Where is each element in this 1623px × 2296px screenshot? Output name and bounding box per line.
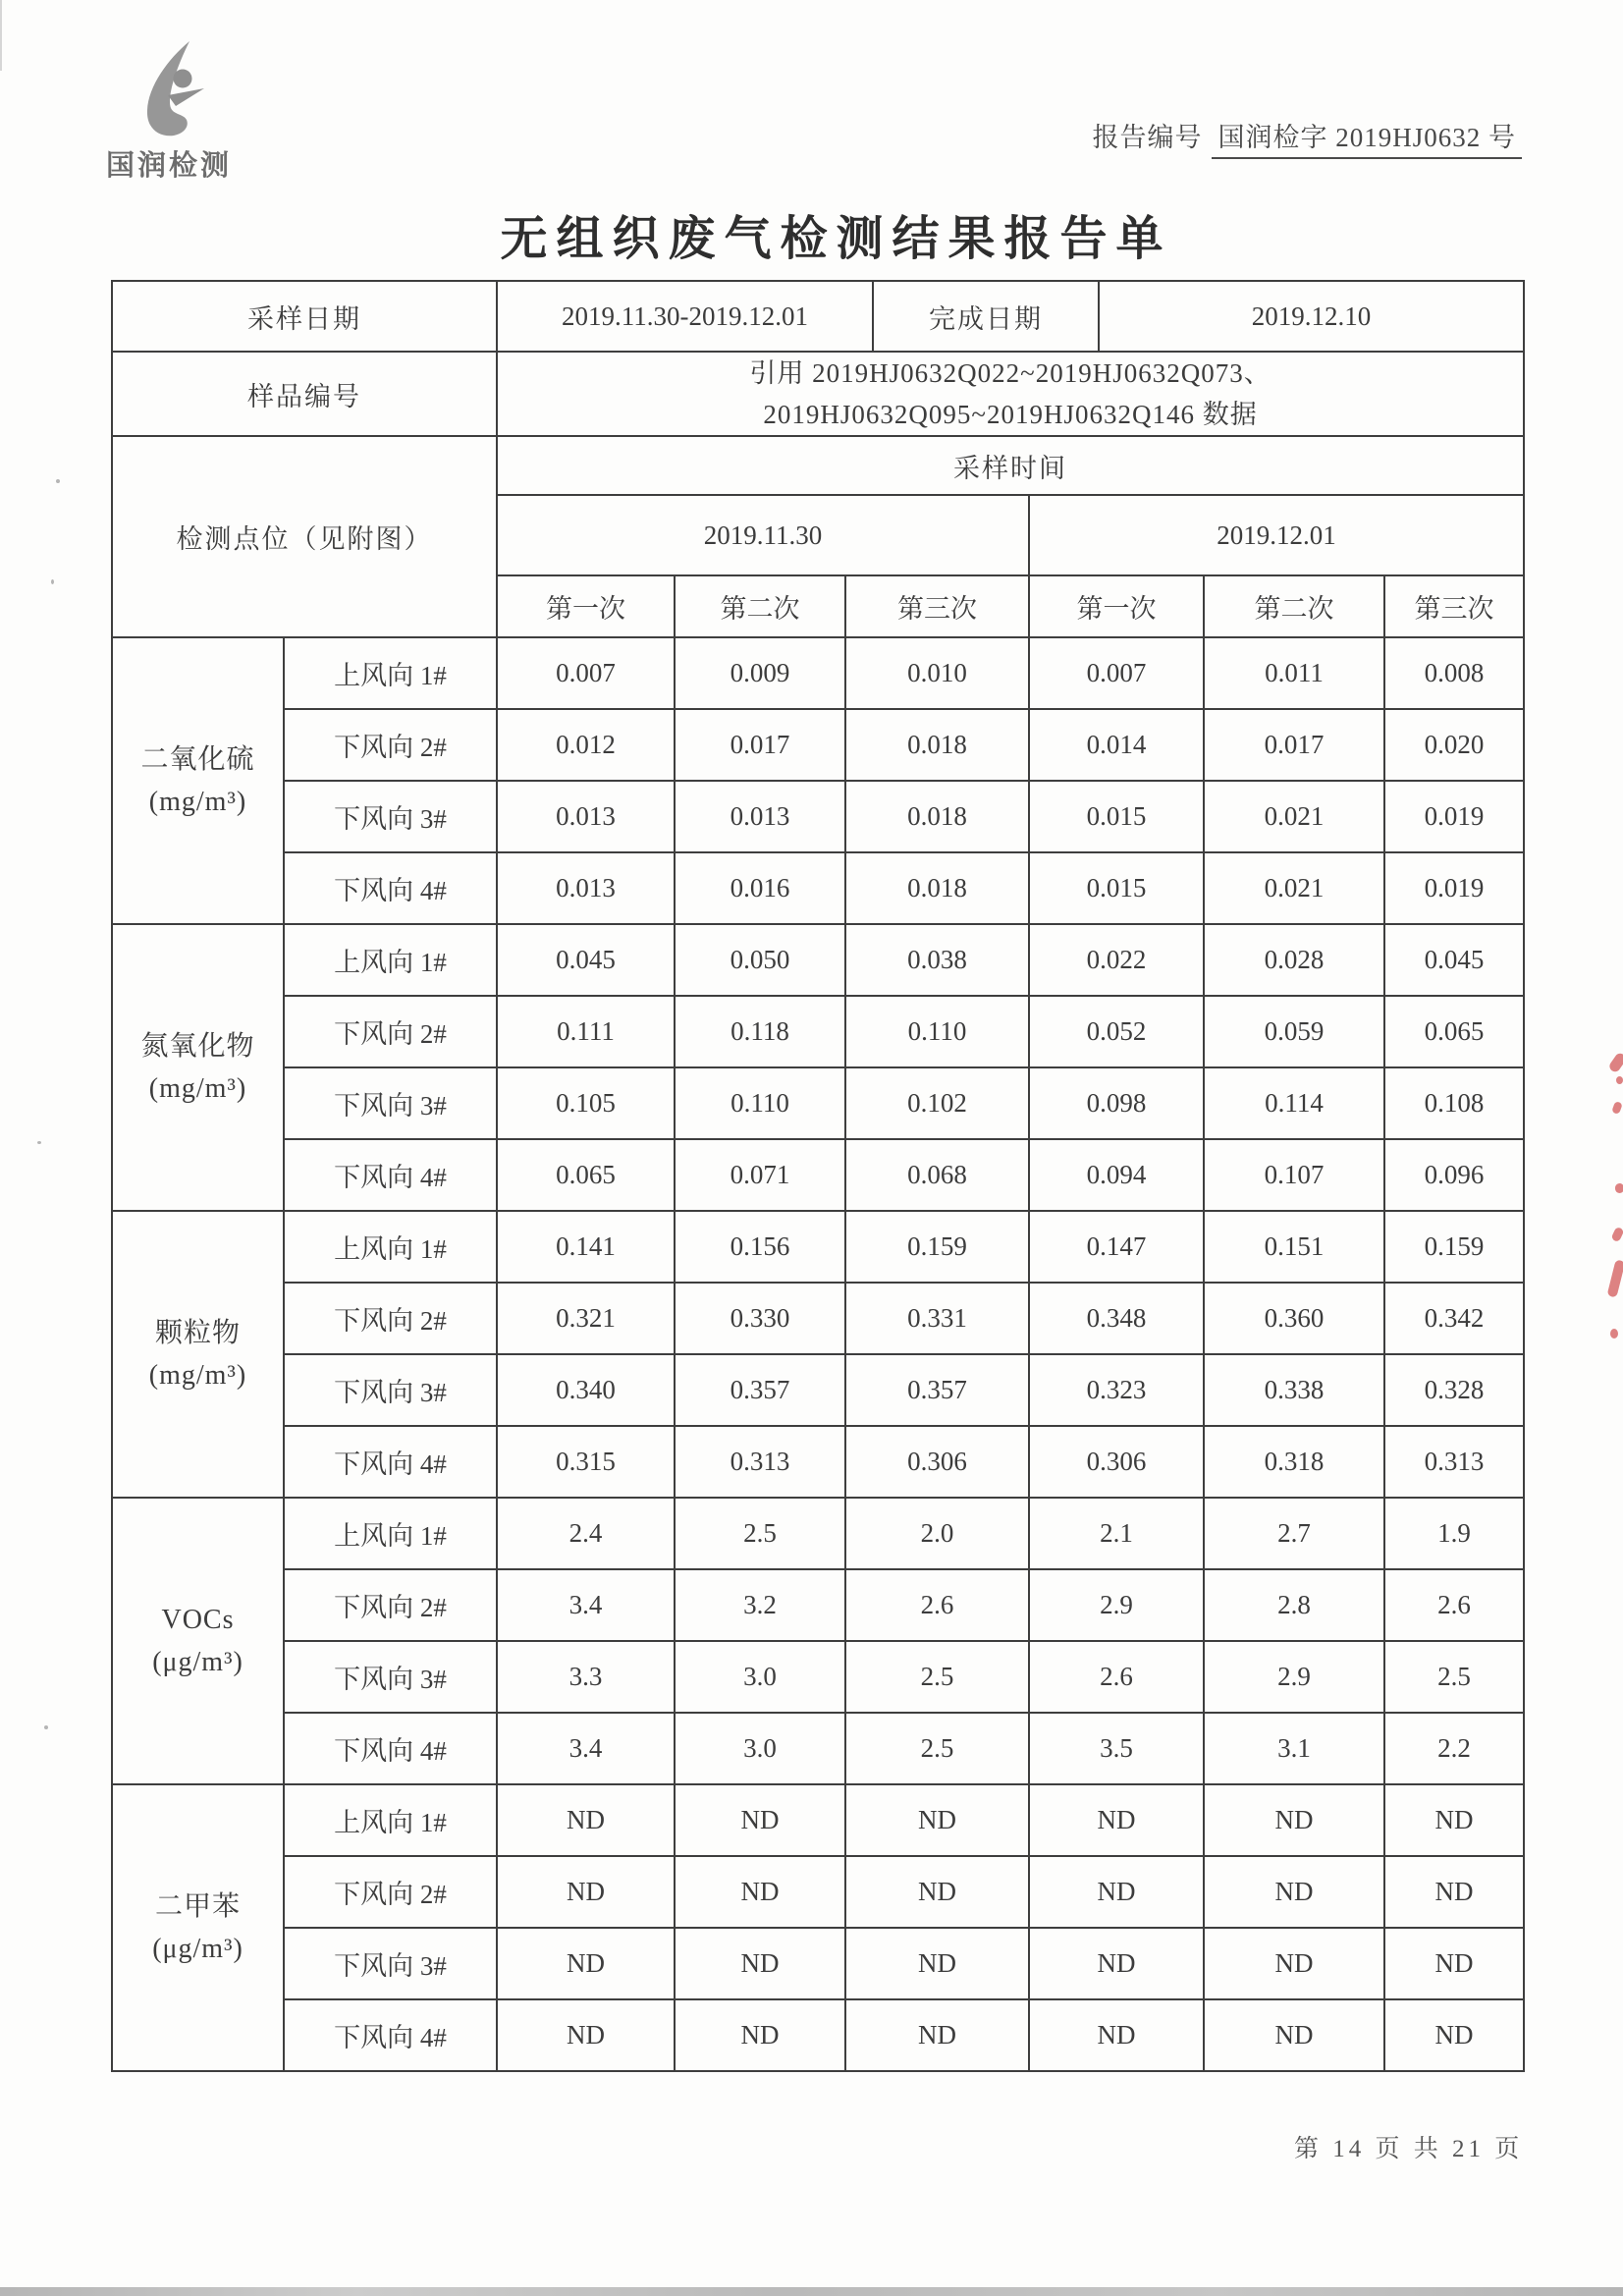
parameter-name: 颗粒物 (154, 1317, 241, 1348)
value-cell: ND (1029, 1856, 1204, 1928)
location-cell: 下风向 3# (284, 1067, 497, 1139)
value-cell: 0.306 (845, 1426, 1029, 1498)
value-cell: 0.331 (845, 1283, 1029, 1354)
value-cell: ND (675, 1856, 845, 1928)
red-pen-mark (1607, 1259, 1623, 1297)
value-cell: ND (1204, 1999, 1384, 2071)
value-cell: ND (1204, 1928, 1384, 1999)
parameter-unit: (μg/m³) (152, 1647, 243, 1677)
value-cell: 3.1 (1204, 1713, 1384, 1784)
value-cell: 2.5 (675, 1498, 845, 1569)
value-cell: 0.110 (845, 996, 1029, 1067)
parameter-unit: (mg/m³) (148, 1073, 247, 1104)
value-cell: ND (845, 1999, 1029, 2071)
value-cell: 2.0 (845, 1498, 1029, 1569)
red-pen-mark (1616, 1076, 1623, 1084)
point-location-header-cell: 检测点位（见附图） (112, 436, 497, 637)
value-cell: 0.012 (497, 709, 675, 781)
trial-header-cell: 第二次 (1204, 575, 1384, 637)
location-cell: 下风向 2# (284, 1283, 497, 1354)
location-cell: 下风向 3# (284, 1641, 497, 1713)
value-cell: 0.348 (1029, 1283, 1204, 1354)
value-cell: 0.020 (1384, 709, 1524, 781)
value-cell: 2.6 (1384, 1569, 1524, 1641)
value-cell: 3.3 (497, 1641, 675, 1713)
scan-speck (37, 1141, 41, 1144)
value-cell: 2.6 (1029, 1641, 1204, 1713)
value-cell: 0.013 (497, 781, 675, 852)
report-number-value: 国润检字 2019HJ0632 号 (1212, 123, 1522, 159)
completion-date-value-cell: 2019.12.10 (1099, 281, 1524, 352)
location-cell: 下风向 2# (284, 1856, 497, 1928)
value-cell: 0.094 (1029, 1139, 1204, 1211)
value-cell: 0.028 (1204, 924, 1384, 996)
value-cell: 0.110 (675, 1067, 845, 1139)
value-cell: ND (497, 1856, 675, 1928)
value-cell: 0.147 (1029, 1211, 1204, 1283)
value-cell: 0.306 (1029, 1426, 1204, 1498)
location-cell: 下风向 4# (284, 1999, 497, 2071)
page-number-footer: 第 14 页 共 21 页 (1294, 2136, 1524, 2162)
value-cell: 0.118 (675, 996, 845, 1067)
red-pen-mark (1610, 1227, 1623, 1242)
value-cell: 0.018 (845, 709, 1029, 781)
value-cell: 0.017 (675, 709, 845, 781)
value-cell: ND (845, 1928, 1029, 1999)
value-cell: ND (1384, 1928, 1524, 1999)
value-cell: 0.008 (1384, 637, 1524, 709)
value-cell: 0.065 (497, 1139, 675, 1211)
value-cell: 0.156 (675, 1211, 845, 1283)
report-number-label: 报告编号 (1092, 123, 1203, 152)
value-cell: 0.313 (1384, 1426, 1524, 1498)
value-cell: 0.328 (1384, 1354, 1524, 1426)
value-cell: 0.015 (1029, 781, 1204, 852)
sampling-date-label-cell: 采样日期 (112, 281, 497, 352)
value-cell: ND (1029, 1999, 1204, 2071)
sample-id-label-cell: 样品编号 (112, 352, 497, 436)
value-cell: 0.038 (845, 924, 1029, 996)
trial-header-cell: 第一次 (1029, 575, 1204, 637)
value-cell: 0.010 (845, 637, 1029, 709)
scan-edge-artifact (0, 0, 2, 71)
page-title: 无组织废气检测结果报告单 (500, 213, 1172, 265)
parameter-cell (112, 924, 284, 1211)
location-cell: 下风向 2# (284, 709, 497, 781)
value-cell: 2.1 (1029, 1498, 1204, 1569)
value-cell: 0.045 (497, 924, 675, 996)
parameter-name: VOCs (161, 1604, 235, 1635)
value-cell: ND (845, 1856, 1029, 1928)
value-cell: 0.096 (1384, 1139, 1524, 1211)
value-cell: 0.315 (497, 1426, 675, 1498)
value-cell: 0.313 (675, 1426, 845, 1498)
value-cell: 0.159 (1384, 1211, 1524, 1283)
value-cell: 2.9 (1029, 1569, 1204, 1641)
location-cell: 下风向 3# (284, 1354, 497, 1426)
value-cell: 0.052 (1029, 996, 1204, 1067)
value-cell: 0.342 (1384, 1283, 1524, 1354)
value-cell: ND (497, 1999, 675, 2071)
date-column-header: 2019.12.01 (1029, 495, 1524, 575)
parameter-unit: (mg/m³) (148, 787, 247, 817)
value-cell: ND (1204, 1856, 1384, 1928)
value-cell: 0.059 (1204, 996, 1384, 1067)
value-cell: 2.9 (1204, 1641, 1384, 1713)
sampling-date-value-cell: 2019.11.30-2019.12.01 (497, 281, 873, 352)
value-cell: 0.019 (1384, 852, 1524, 924)
completion-date-label-cell: 完成日期 (873, 281, 1099, 352)
value-cell: ND (497, 1928, 675, 1999)
parameter-name: 氮氧化物 (140, 1030, 255, 1062)
value-cell: 0.065 (1384, 996, 1524, 1067)
value-cell: 0.017 (1204, 709, 1384, 781)
red-pen-mark (1611, 1101, 1623, 1115)
value-cell: 0.107 (1204, 1139, 1384, 1211)
value-cell: 0.016 (675, 852, 845, 924)
value-cell: 0.014 (1029, 709, 1204, 781)
value-cell: 3.5 (1029, 1713, 1204, 1784)
value-cell: 2.7 (1204, 1498, 1384, 1569)
value-cell: ND (675, 1999, 845, 2071)
company-logo-text: 国润检测 (106, 150, 233, 182)
value-cell: ND (1029, 1928, 1204, 1999)
value-cell: 0.013 (675, 781, 845, 852)
value-cell: 0.019 (1384, 781, 1524, 852)
value-cell: 2.4 (497, 1498, 675, 1569)
value-cell: 0.068 (845, 1139, 1029, 1211)
value-cell: 0.323 (1029, 1354, 1204, 1426)
sampling-time-header-cell: 采样时间 (497, 436, 1524, 495)
sample-id-line2: 2019HJ0632Q095~2019HJ0632Q146 数据 (763, 400, 1258, 429)
value-cell: 3.2 (675, 1569, 845, 1641)
value-cell: 0.330 (675, 1283, 845, 1354)
value-cell: ND (1384, 1856, 1524, 1928)
value-cell: 2.6 (845, 1569, 1029, 1641)
location-cell: 上风向 1# (284, 1498, 497, 1569)
scan-bottom-edge (0, 2287, 1623, 2296)
value-cell: 0.022 (1029, 924, 1204, 996)
value-cell: 0.013 (497, 852, 675, 924)
results-table (111, 280, 1525, 2072)
parameter-unit: (mg/m³) (148, 1360, 247, 1391)
value-cell: 0.338 (1204, 1354, 1384, 1426)
value-cell: 0.021 (1204, 781, 1384, 852)
company-logo-icon (131, 39, 209, 137)
location-cell: 下风向 4# (284, 1139, 497, 1211)
value-cell: 0.007 (497, 637, 675, 709)
value-cell: 0.007 (1029, 637, 1204, 709)
location-cell: 下风向 4# (284, 852, 497, 924)
value-cell: 0.360 (1204, 1283, 1384, 1354)
value-cell: 0.159 (845, 1211, 1029, 1283)
report-number-line (1092, 116, 1522, 154)
value-cell: 0.114 (1204, 1067, 1384, 1139)
trial-header-cell: 第二次 (675, 575, 845, 637)
value-cell: 0.108 (1384, 1067, 1524, 1139)
value-cell: 0.340 (497, 1354, 675, 1426)
red-pen-mark (1607, 1052, 1623, 1074)
value-cell: ND (675, 1928, 845, 1999)
value-cell: ND (1384, 1784, 1524, 1856)
scan-speck (56, 479, 60, 483)
value-cell: ND (845, 1784, 1029, 1856)
location-cell: 下风向 4# (284, 1426, 497, 1498)
location-cell: 上风向 1# (284, 1211, 497, 1283)
value-cell: 0.018 (845, 781, 1029, 852)
sample-id-line1: 引用 2019HJ0632Q022~2019HJ0632Q073、 (749, 358, 1271, 388)
value-cell: ND (675, 1784, 845, 1856)
value-cell: 0.357 (845, 1354, 1029, 1426)
value-cell: 2.5 (845, 1641, 1029, 1713)
sample-id-value-cell (497, 352, 1524, 436)
value-cell: 3.0 (675, 1641, 845, 1713)
location-cell: 下风向 3# (284, 1928, 497, 1999)
value-cell: 0.318 (1204, 1426, 1384, 1498)
parameter-name: 二氧化硫 (140, 743, 255, 775)
value-cell: ND (1384, 1999, 1524, 2071)
value-cell: 3.4 (497, 1713, 675, 1784)
value-cell: 0.050 (675, 924, 845, 996)
parameter-cell (112, 1784, 284, 2071)
value-cell: 0.151 (1204, 1211, 1384, 1283)
location-cell: 上风向 1# (284, 924, 497, 996)
parameter-cell (112, 1211, 284, 1498)
value-cell: 3.0 (675, 1713, 845, 1784)
value-cell: ND (1204, 1784, 1384, 1856)
location-cell: 下风向 2# (284, 1569, 497, 1641)
scan-speck (44, 1725, 48, 1729)
location-cell: 下风向 4# (284, 1713, 497, 1784)
location-cell: 下风向 3# (284, 781, 497, 852)
value-cell: 0.021 (1204, 852, 1384, 924)
value-cell: 0.018 (845, 852, 1029, 924)
parameter-name: 二甲苯 (154, 1890, 241, 1922)
date-column-header: 2019.11.30 (497, 495, 1029, 575)
value-cell: ND (497, 1784, 675, 1856)
value-cell: 0.015 (1029, 852, 1204, 924)
value-cell: 3.4 (497, 1569, 675, 1641)
value-cell: 0.141 (497, 1211, 675, 1283)
trial-header-cell: 第三次 (845, 575, 1029, 637)
value-cell: 0.102 (845, 1067, 1029, 1139)
location-cell: 下风向 2# (284, 996, 497, 1067)
value-cell: 0.105 (497, 1067, 675, 1139)
value-cell: 0.111 (497, 996, 675, 1067)
value-cell: 0.045 (1384, 924, 1524, 996)
value-cell: 0.071 (675, 1139, 845, 1211)
scan-speck (51, 579, 54, 584)
value-cell: 2.2 (1384, 1713, 1524, 1784)
value-cell: 0.011 (1204, 637, 1384, 709)
trial-header-cell: 第一次 (497, 575, 675, 637)
value-cell: 0.357 (675, 1354, 845, 1426)
trial-header-cell: 第三次 (1384, 575, 1524, 637)
parameter-cell (112, 637, 284, 924)
value-cell: 0.321 (497, 1283, 675, 1354)
red-pen-mark (1615, 1183, 1623, 1193)
parameter-unit: (μg/m³) (152, 1934, 243, 1964)
value-cell: 0.009 (675, 637, 845, 709)
parameter-cell (112, 1498, 284, 1784)
red-pen-mark (1610, 1329, 1618, 1339)
value-cell: ND (1029, 1784, 1204, 1856)
location-cell: 上风向 1# (284, 637, 497, 709)
value-cell: 2.5 (845, 1713, 1029, 1784)
value-cell: 1.9 (1384, 1498, 1524, 1569)
value-cell: 2.8 (1204, 1569, 1384, 1641)
location-cell: 上风向 1# (284, 1784, 497, 1856)
value-cell: 0.098 (1029, 1067, 1204, 1139)
value-cell: 2.5 (1384, 1641, 1524, 1713)
